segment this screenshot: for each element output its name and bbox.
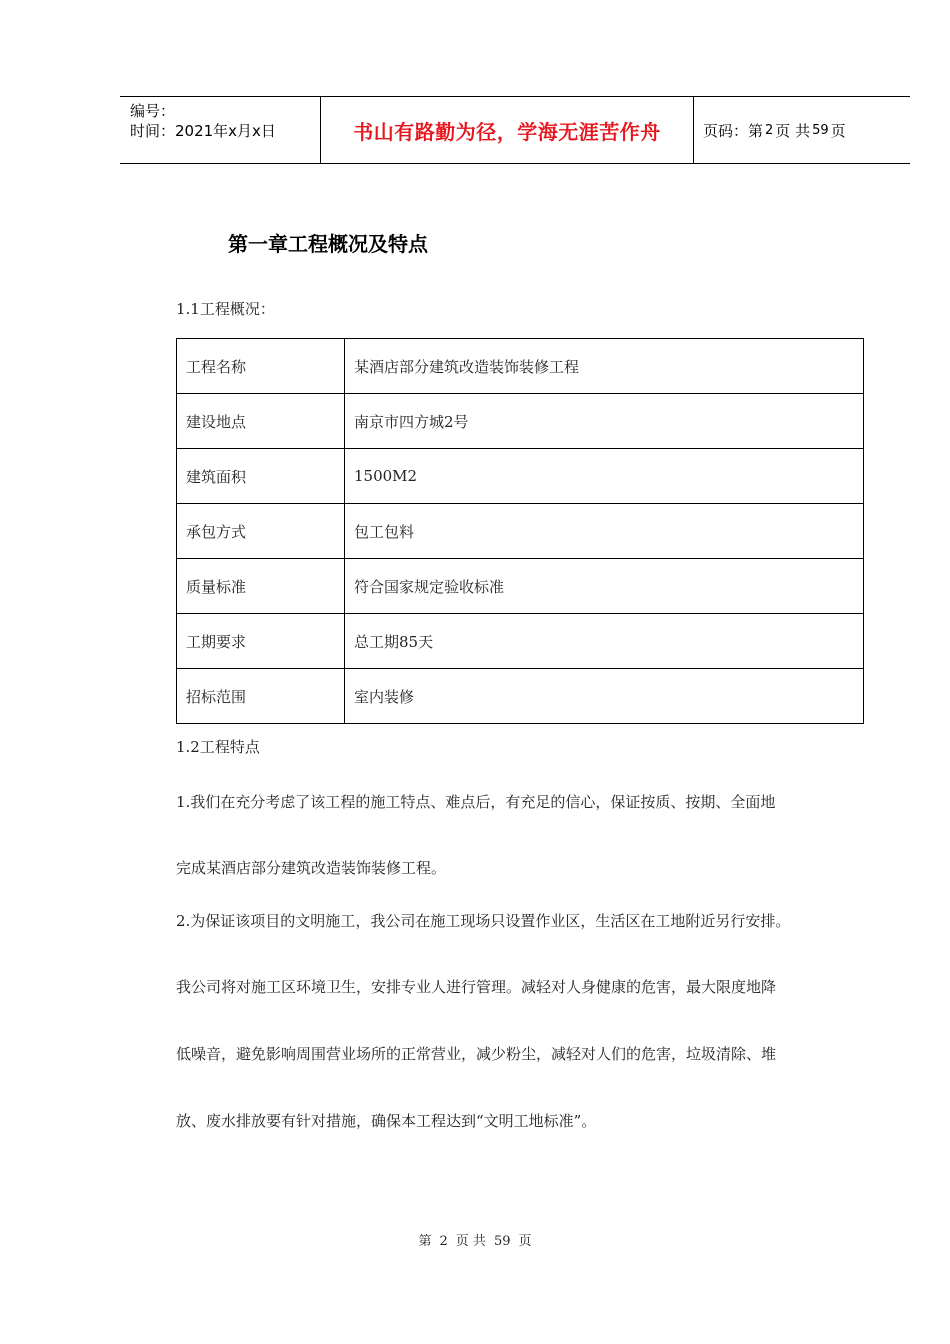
footer-suffix: 页 (518, 1234, 532, 1249)
footer-total: 59 (493, 1234, 511, 1249)
header-motto: 书山有路勤为径，学海无涯苦作舟 (321, 97, 694, 163)
project-info-table (176, 338, 864, 724)
table-value-cell: 室内装修 (345, 669, 864, 724)
page-footer (0, 1230, 950, 1249)
table-key-cell: 工期要求 (177, 614, 345, 669)
table-value-cell: 符合国家规定验收标准 (345, 559, 864, 614)
table-row (177, 669, 864, 724)
page-prefix: 页码：第 (703, 121, 764, 140)
table-key-cell: 建筑面积 (177, 449, 345, 504)
table-row (177, 559, 864, 614)
table-value-cell: 1500M2 (345, 449, 864, 504)
footer-middle: 页 共 (455, 1234, 486, 1249)
paragraph-line: 放、废水排放要有针对措施，确保本工程达到“文明工地标准”。 (176, 1112, 597, 1130)
page-total: 59 (812, 122, 829, 138)
table-value-cell: 南京市四方城2号 (345, 394, 864, 449)
time-label: 时间：2021年x月x日 (130, 122, 276, 140)
footer-current: 2 (439, 1234, 448, 1249)
table-row (177, 339, 864, 394)
table-key-cell: 工程名称 (177, 339, 345, 394)
paragraph-line: 低噪音，避免影响周围营业场所的正常营业，减少粉尘，减轻对人们的危害，垃圾清除、堆 (176, 1045, 777, 1063)
table-key-cell: 承包方式 (177, 504, 345, 559)
page-current: 2 (765, 122, 774, 138)
table-key-cell: 质量标准 (177, 559, 345, 614)
table-value-cell: 包工包料 (345, 504, 864, 559)
header-page-info (694, 97, 910, 163)
table-key-cell: 招标范围 (177, 669, 345, 724)
table-row (177, 394, 864, 449)
section-heading-features: 1.2工程特点 (176, 738, 260, 756)
table-row (177, 614, 864, 669)
serial-label: 编号： (130, 102, 176, 120)
table-row (177, 504, 864, 559)
table-value-cell: 总工期85天 (345, 614, 864, 669)
table-value-cell: 某酒店部分建筑改造装饰装修工程 (345, 339, 864, 394)
paragraph-line: 我公司将对施工区环境卫生，安排专业人进行管理。减轻对人身健康的危害，最大限度地降 (176, 978, 777, 996)
page-suffix: 页 (830, 121, 846, 140)
table-row (177, 449, 864, 504)
section-heading-overview: 1.1工程概况： (176, 300, 275, 318)
table-key-cell: 建设地点 (177, 394, 345, 449)
page-header (120, 96, 910, 164)
footer-prefix: 第 (418, 1234, 432, 1249)
paragraph-line: 1.我们在充分考虑了该工程的施工特点、难点后，有充足的信心，保证按质、按期、全面地 (176, 793, 776, 811)
chapter-title: 第一章工程概况及特点 (228, 232, 428, 256)
header-meta (120, 97, 321, 163)
paragraph-line: 完成某酒店部分建筑改造装饰装修工程。 (176, 859, 447, 877)
page-middle: 页 共 (775, 121, 811, 140)
paragraph-line: 2.为保证该项目的文明施工，我公司在施工现场只设置作业区，生活区在工地附近另行安排。 (176, 912, 791, 930)
